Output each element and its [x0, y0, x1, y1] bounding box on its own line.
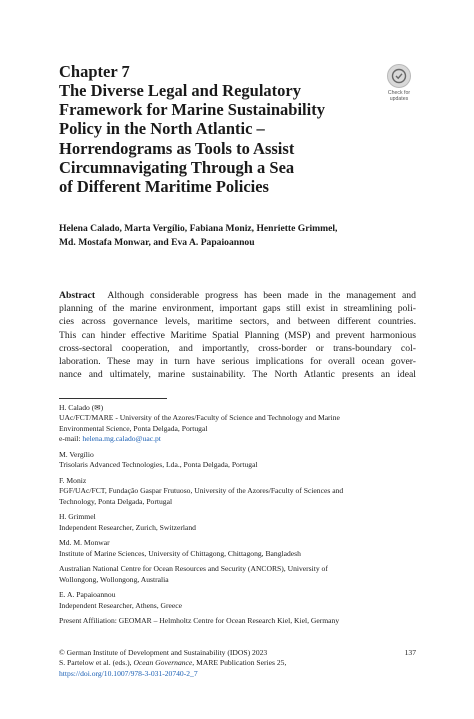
affiliation-name: E. A. Papaioannou	[59, 590, 116, 600]
citation-post: , MARE Publication Series 25,	[192, 658, 287, 668]
affiliation-line: Environmental Science, Ponta Delgada, Portugal	[59, 423, 208, 433]
affiliation-line: Wollongong, Wollongong, Australia	[59, 574, 169, 584]
affiliation-line: Independent Researcher, Zurich, Switzerland	[59, 522, 196, 532]
email-link[interactable]: helena.mg.calado@uac.pt	[82, 434, 161, 444]
abstract-line: cies across governance levels, maritime sectors, and between different countries.	[59, 316, 416, 328]
abstract-line	[59, 289, 416, 302]
affiliation-name: F. Moniz	[59, 475, 87, 485]
chapter-title	[59, 81, 399, 196]
check-for-updates-badge[interactable]	[380, 64, 418, 104]
present-affiliation	[59, 616, 419, 626]
citation-line	[59, 658, 416, 668]
abstract-text: Although considerable progress has been made in the management and	[107, 290, 416, 301]
affiliation-line: Independent Researcher, Athens, Greece	[59, 600, 183, 610]
author-list	[59, 222, 429, 249]
badge-label-line1: Check for	[387, 90, 411, 96]
affiliation-moniz	[59, 476, 419, 507]
abstract-label: Abstract	[59, 290, 96, 301]
title-line: Framework for Marine Sustainability	[59, 100, 325, 120]
chapter-label: Chapter 7	[59, 62, 130, 81]
email-label: e-mail:	[59, 434, 83, 444]
page-number: 137	[404, 648, 416, 657]
citation-pre: S. Partelow et al. (eds.),	[59, 658, 134, 668]
page-footer	[59, 648, 416, 679]
affiliation-grimmel	[59, 512, 419, 533]
badge-label-line2: updates	[389, 96, 409, 102]
abstract-line: cross-sectoral cooperation, and importantly, cross-border or trans-boundary col-	[59, 342, 416, 354]
book-title: Ocean Governance	[133, 658, 193, 668]
abstract-line: nance and ultimately, marine sustainability. The North Atlantic presents an ideal	[59, 369, 416, 381]
title-line: of Different Maritime Policies	[59, 177, 269, 197]
copyright-line: © German Institute of Development and Sustainability (IDOS) 2023	[59, 648, 268, 657]
affiliation-line: Present Affiliation: GEOMAR – Helmholtz Centre for Ocean Research Kiel, Kiel, Germany	[59, 616, 340, 626]
affiliation-name: H. Grimmel	[59, 512, 96, 522]
affiliation-papaioannou	[59, 590, 419, 611]
affiliation-line: Institute of Marine Sciences, University of Chittagong, Chittagong, Bangladesh	[59, 548, 301, 558]
affiliation-name: M. Vergílio	[59, 449, 94, 459]
title-line: Policy in the North Atlantic –	[59, 119, 265, 139]
affiliation-calado	[59, 403, 419, 445]
affiliation-line: UAc/FCT/MARE - University of the Azores/Faculty of Science and Technology and Marine	[59, 413, 340, 423]
footnote-rule	[59, 398, 167, 399]
title-line: The Diverse Legal and Regulatory	[59, 81, 301, 100]
affiliation-line: Technology, Ponta Delgada, Portugal	[59, 496, 173, 506]
affiliation-monwar	[59, 538, 419, 559]
title-line: Horrendograms as Tools to Assist	[59, 138, 295, 158]
affiliation-line: FGF/UAc/FCT, Fundação Gaspar Frutuoso, University of the Azores/Faculty of Sciences and	[59, 486, 344, 496]
email-line	[59, 434, 419, 444]
affiliation-line: Trisolaris Advanced Technologies, Lda., Ponta Delgada, Portugal	[59, 460, 258, 470]
abstract-line: This can hinder effective Maritime Spatial Planning (MSP) and prevent harmonious	[59, 329, 416, 341]
affiliation-ancors	[59, 564, 419, 585]
affiliation-line: Australian National Centre for Ocean Resources and Security (ANCORS), University of	[59, 564, 328, 574]
abstract-line: planning of the marine environment, important gaps still exist in streamlining poli-	[59, 303, 416, 315]
check-for-updates-icon	[387, 64, 411, 88]
author-line: Md. Mostafa Monwar, and Eva A. Papaioannou	[59, 236, 255, 248]
doi-link[interactable]: https://doi.org/10.1007/978-3-031-20740-2_7	[59, 668, 198, 678]
abstract	[59, 289, 416, 381]
title-line: Circumnavigating Through a Sea	[59, 157, 295, 177]
affiliation-name: H. Calado (✉)	[59, 403, 104, 412]
affiliations	[59, 403, 419, 632]
affiliation-name: Md. M. Monwar	[59, 538, 110, 548]
author-line: Helena Calado, Marta Vergílio, Fabiana Moniz, Henriette Grimmel,	[59, 223, 338, 234]
affiliation-vergilio	[59, 450, 419, 471]
abstract-line: laboration. These may in turn have serious implications for overall ocean gover-	[59, 356, 416, 368]
